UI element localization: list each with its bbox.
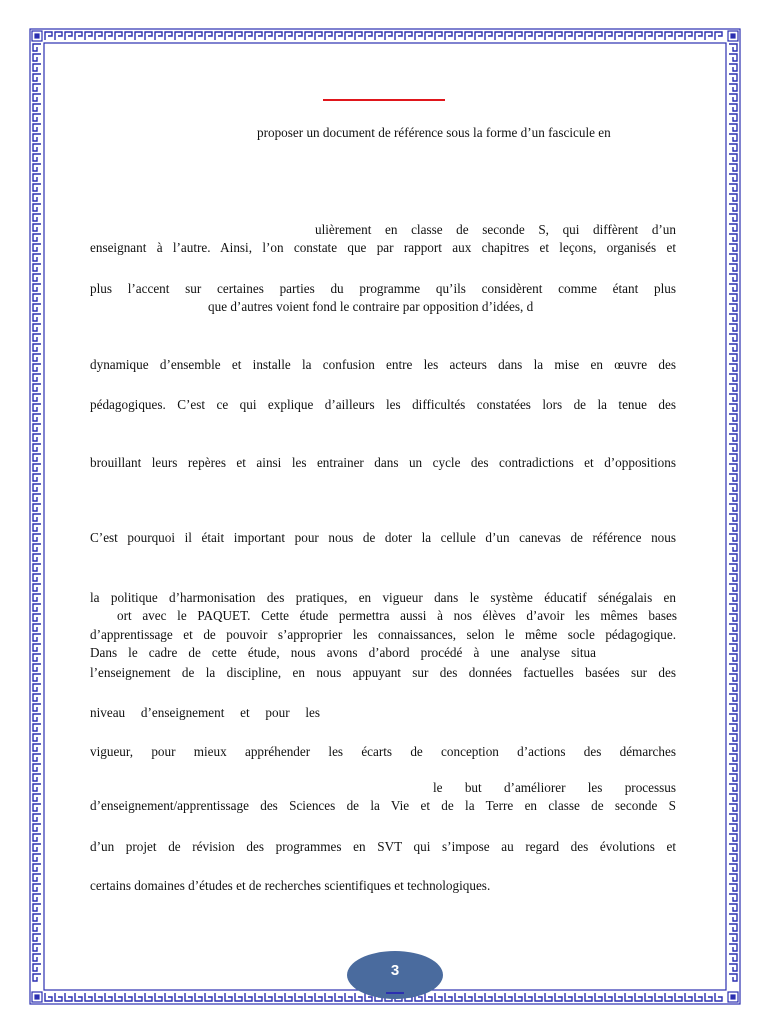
body-line: dynamique d’ensemble et installe la confusion entre les acteurs dans la mise en œuvre des	[90, 357, 676, 372]
body-line: proposer un document de référence sous la forme d’un fascicule en	[257, 125, 611, 140]
body-line: brouillant leurs repères et ainsi les entrainer dans un cycle des contradictions et d’oppositions	[90, 455, 676, 470]
body-line: ulièrement en classe de seconde S, qui diffèrent d’un	[315, 222, 676, 237]
body-line: enseignant à l’autre. Ainsi, l’on constate que par rapport aux chapitres et leçons, organisés et	[90, 240, 676, 255]
body-line: certains domaines d’études et de recherches scientifiques et technologiques.	[90, 878, 491, 893]
body-line: la politique d’harmonisation des pratiques, en vigueur dans le système éducatif sénégalais en	[90, 590, 676, 605]
body-line: C’est pourquoi il était important pour nous de doter la cellule d’un canevas de référence nous	[90, 530, 676, 545]
body-line: ort avec le PAQUET. Cette étude permettra aussi à nos élèves d’avoir les mêmes bases	[117, 608, 677, 623]
page-number: 3	[390, 962, 400, 979]
body-line: que d’autres voient fond le contraire par opposition d’idées, d	[208, 299, 534, 314]
body-line: niveau d’enseignement et pour les	[90, 705, 320, 720]
page-number-underline	[386, 992, 404, 994]
body-line: vigueur, pour mieux appréhender les écarts de conception d’actions des démarches	[90, 744, 676, 759]
red-rule	[323, 99, 445, 101]
body-line: d’enseignement/apprentissage des Sciences de la Vie et de la Terre en classe de seconde S	[90, 798, 676, 813]
body-line: plus l’accent sur certaines parties du programme qu’ils considèrent comme étant plus	[90, 281, 676, 296]
body-line: d’un projet de révision des programmes en SVT qui s’impose au regard des évolutions et	[90, 839, 676, 854]
body-line: le but d’améliorer les processus	[433, 780, 676, 795]
body-line: l’enseignement de la discipline, en nous appuyant sur des données factuelles basées sur des	[90, 665, 676, 680]
body-line: Dans le cadre de cette étude, nous avons d’abord procédé à une analyse situa	[90, 645, 596, 660]
body-line: d’apprentissage et de pouvoir s’approprier les connaissances, selon le même socle pédagogique.	[90, 627, 676, 642]
body-line: pédagogiques. C’est ce qui explique d’ailleurs les difficultés constatées lors de la tenue des	[90, 397, 676, 412]
